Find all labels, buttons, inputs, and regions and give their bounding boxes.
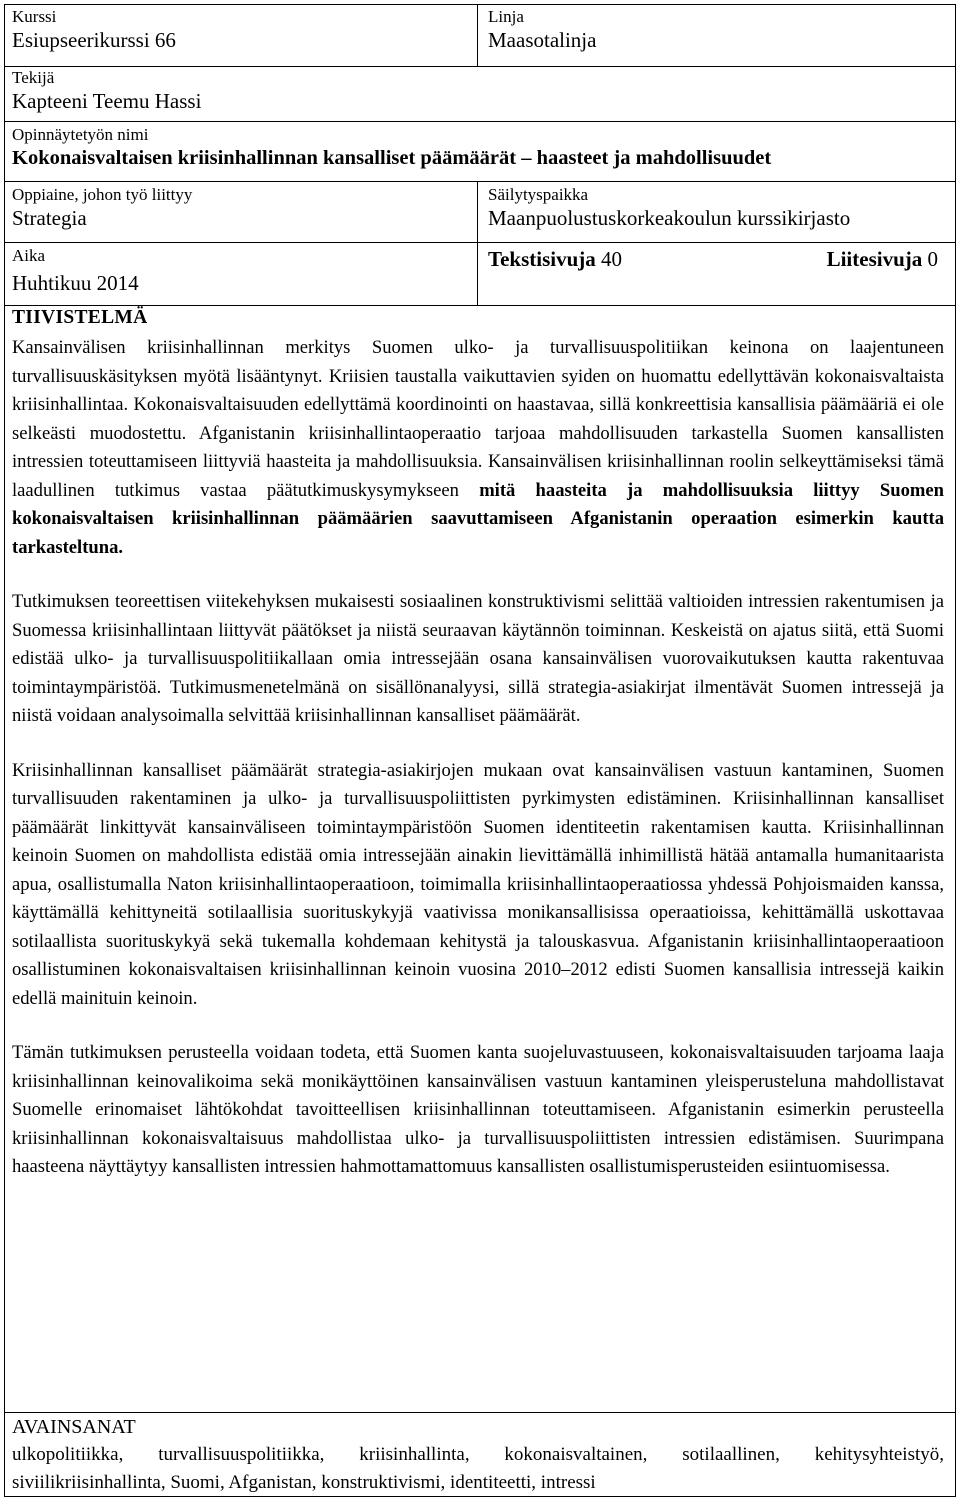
abstract-paragraph-1 (12, 334, 944, 562)
time-value: Huhtikuu 2014 (12, 271, 139, 295)
subject-cell (12, 184, 192, 232)
appendix-pages-value: 0 (927, 247, 938, 271)
time-label: Aika (12, 246, 46, 265)
line-value: Maasotalinja (488, 28, 597, 52)
keywords-heading: AVAINSANAT (12, 1416, 136, 1438)
text-pages (488, 247, 622, 271)
time-cell (12, 245, 139, 297)
abstract-heading-text: TIIVISTELMÄ (12, 307, 148, 328)
research-question: mitä haasteita ja mahdollisuuksia liittyy Suomen kokonaisvaltaisen kriisinhallinnan päämäärien saavuttamiseen Afganistanin operaation esimerkin kautta tarkasteltuna. (12, 479, 944, 558)
author-cell (12, 67, 201, 115)
thesis-label: Opinnäytetyön nimi (12, 125, 149, 144)
storage-value: Maanpuolustuskorkeakoulun kurssikirjasto (488, 206, 851, 230)
pages-cell (488, 246, 938, 273)
header-divider-vertical-2 (477, 181, 478, 306)
abstract-paragraph-4: Tämän tutkimuksen perusteella voidaan todeta, että Suomen kanta suojeluvastuuseen, kokonaisvaltaisuuden tarjoama laaja kriisinhallinnan keinovalikoima sekä monikäyttöinen kansainvälisen vastuun kantaminen yleisperusteluna mahdollistavat Suomelle erinomaiset lähtökohdat tavoitteellisen kriisinhallinnan toteuttamiseen. Afganistanin esimerkin perusteella kriisinhallinnan kokonaisvaltaisuus mahdollistaa ulko- ja turvallisuuspoliittisten intressien edistämisen. Suurimpana haasteena näyttäytyy kansallisten intressien hahmottamattomuus kansallisten osallistumisperusteiden esiintuomisessa. (12, 1042, 944, 1177)
header-divider-vertical-1 (477, 4, 478, 66)
appendix-pages-label: Liitesivuja (826, 247, 923, 271)
thesis-cell (12, 124, 952, 172)
course-label: Kurssi (12, 7, 57, 26)
header-divider-3 (4, 181, 956, 182)
storage-label: Säilytyspaikka (488, 185, 589, 204)
keywords-section (12, 1413, 944, 1497)
header-divider-2 (4, 121, 956, 122)
thesis-title: Kokonaisvaltaisen kriisinhallinnan kansalliset päämäärät – haasteet ja mahdollisuudet (12, 147, 772, 169)
keywords-text: ulkopolitiikka, turvallisuuspolitiikka, kriisinhallinta, kokonaisvaltainen, sotilaallinen, kehitysyhteistyö, siviilikriisinhallinta, Suomi, Afganistan, konstruktivismi, identiteetti, intressi (12, 1444, 944, 1493)
text-pages-value: 40 (601, 247, 623, 271)
course-cell (12, 6, 176, 54)
abstract-body (12, 334, 944, 1182)
line-label: Linja (488, 7, 524, 26)
header-divider-5 (4, 305, 956, 306)
author-label: Tekijä (12, 68, 55, 87)
abstract-heading (12, 307, 148, 329)
abstract-paragraph-3: Kriisinhallinnan kansalliset päämäärät strategia-asiakirjojen mukaan ovat kansainvälisen vastuun kantaminen, Suomen turvallisuuden rakentaminen ja ulko- ja turvallisuuspoliittisten pyrkimysten edistäminen. Kriisinhallinnan kansalliset päämäärät linkittyvät kansainväliseen toimintaympäristöön Suomen identiteetin rakentamisen kautta. Kriisinhallinnan keinoin Suomen on mahdollista edistää omia intressejään ainakin lievittämällä inhimillistä hätää antamalla humanitaarista apua, osallistumalla Naton kriisinhallintaoperaatioon, toimimalla kriisinhallintaoperaatiossa yhdessä Pohjoismaiden kanssa, käyttämällä kehittyneitä sotilaallisia suorituskykyjä vaativissa monikansallisissa operaatioissa, kehittämällä uskottavaa sotilaallista suorituskykyä sekä tukemalla kohdemaan kehitystä ja talouskasvua. Afganistanin kriisinhallintaoperaatioon osallistuminen kokonaisvaltaisen kriisinhallinnan keinoin vuosina 2010–2012 edisti Suomen kansallisia intressejä kaikin edellä mainituin keinoin. (12, 759, 944, 1009)
line-cell (488, 6, 596, 54)
storage-cell (488, 184, 850, 232)
subject-value: Strategia (12, 206, 87, 230)
abstract-p1-text: Kansainvälisen kriisinhallinnan merkitys Suomen ulko- ja turvallisuuspolitiikan keinona on laajentuneen turvallisuuskäsityksen myötä lisääntynyt. Kriisien taustalla vaikuttavien syiden on huomattu edellyttävän kokonaisvaltaista kriisinhallintaa. Kokonaisvaltaisuuden edellyttämä koordinointi on haastavaa, sillä konkreettisia kansallisia päämääriä ei ole selkeästi muodostettu. Afganistanin kriisinhallintaoperaatio tarjoaa mahdollisuuden tarkastella Suomen kansallisten intressien toteuttamiseen liittyviä haasteita ja mahdollisuuksia. Kansainvälisen kriisinhallinnan roolin selkeyttämiseksi tämä laadullinen tutkimus vastaa päätutkimuskysymykseen (12, 337, 944, 501)
appendix-pages (827, 246, 938, 273)
course-value: Esiupseerikurssi 66 (12, 28, 176, 52)
header-divider-4 (4, 242, 956, 243)
abstract-paragraph-2: Tutkimuksen teoreettisen viitekehyksen mukaisesti sosiaalinen konstruktivismi selittää valtioiden intressien rakentumisen ja Suomessa kriisinhallintaan liittyvät päätökset ja niistä seuraavan käytännön toiminnan. Keskeistä on ajatus siitä, että Suomi edistää ulko- ja turvallisuuspolitiikallaan omia intressejään osana kansainvälisen vuorovaikutuksen kautta rakentuvaa toimintaympäristöä. Tutkimusmenetelmänä on sisällönanalyysi, sillä strategia-asiakirjat ilmentävät Suomen intressejä ja niistä voidaan analysoimalla selvittää kriisinhallinnan kansalliset päämäärät. (12, 591, 944, 726)
author-value: Kapteeni Teemu Hassi (12, 89, 202, 113)
text-pages-label: Tekstisivuja (488, 247, 596, 271)
subject-label: Oppiaine, johon työ liittyy (12, 185, 193, 204)
